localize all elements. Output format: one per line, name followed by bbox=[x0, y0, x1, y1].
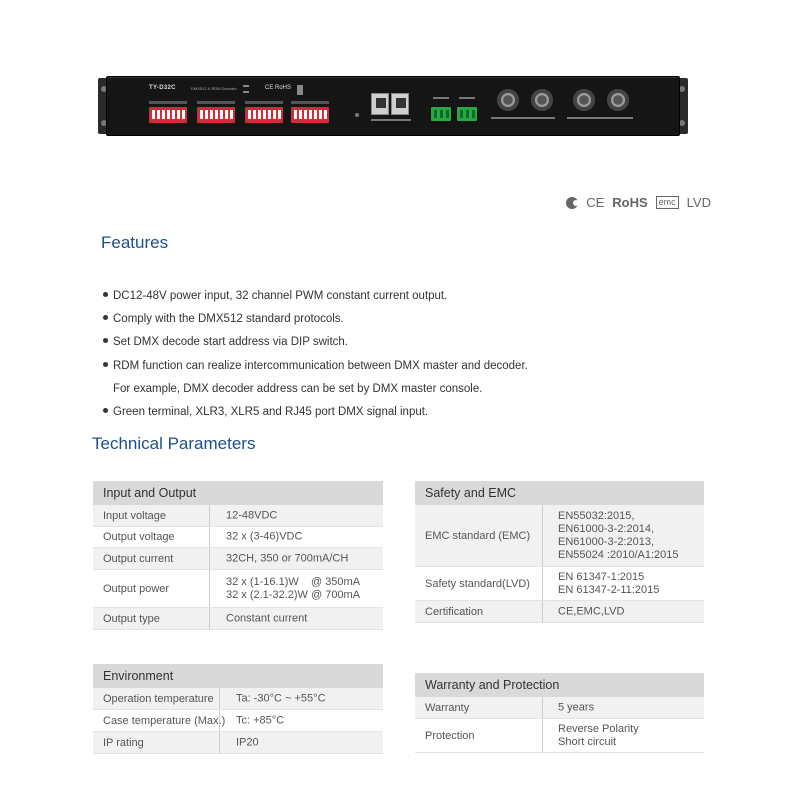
table-row: Case temperature (Max.) Tc: +85°C bbox=[93, 710, 383, 732]
feature-item: Comply with the DMX512 standard protocols. bbox=[103, 313, 344, 325]
rohs-mark: RoHS bbox=[612, 195, 648, 210]
table-row: IP rating IP20 bbox=[93, 732, 383, 754]
feature-item-continuation: For example, DMX decoder address can be set by DMX master console. bbox=[113, 383, 483, 395]
bullet-icon bbox=[103, 292, 108, 297]
dip-switch-1 bbox=[149, 107, 187, 123]
device-cert-marks: CE RoHS bbox=[265, 85, 292, 91]
table-row: Output current 32CH, 350 or 700mA/CH bbox=[93, 548, 383, 570]
table-row: Input voltage 12-48VDC bbox=[93, 505, 383, 527]
bullet-icon bbox=[103, 362, 108, 367]
feature-item: Set DMX decode start address via DIP switch. bbox=[103, 336, 348, 348]
ce-mark: CE bbox=[586, 195, 605, 210]
warranty-protection-table bbox=[415, 673, 704, 753]
table-row: EMC standard (EMC) EN55032:2015, EN61000-3-2:2014, EN61000-3-2:2013, EN55024 :2010/A1:2015 bbox=[415, 505, 704, 567]
table-row: Operation temperature Ta: -30°C ~ +55°C bbox=[93, 688, 383, 710]
rj45-port-out bbox=[391, 93, 409, 115]
xlr3-port-in bbox=[497, 89, 519, 111]
xlr5-port-in bbox=[573, 89, 595, 111]
table-header: Warranty and Protection bbox=[415, 673, 704, 697]
decoder-device-image bbox=[98, 74, 688, 138]
emc-mark: emc bbox=[656, 196, 679, 209]
table-row: Protection Reverse Polarity Short circuit bbox=[415, 719, 704, 753]
table-row: Certification CE,EMC,LVD bbox=[415, 601, 704, 623]
dip-switch-2 bbox=[197, 107, 235, 123]
table-row: Output voltage 32 x (3-46)VDC bbox=[93, 527, 383, 548]
table-header: Safety and EMC bbox=[415, 481, 704, 505]
device-model-label: TY-D32C bbox=[149, 85, 176, 91]
front-panel bbox=[106, 76, 680, 136]
table-row: Output power 32 x (1-16.1)W @ 350mA 32 x (2.1-32.2)W @ 700mA bbox=[93, 570, 383, 608]
xlr3-port-out bbox=[531, 89, 553, 111]
feature-item: DC12-48V power input, 32 channel PWM constant current output. bbox=[103, 290, 447, 302]
table-header: Input and Output bbox=[93, 481, 383, 505]
green-terminal-in bbox=[431, 107, 451, 121]
bullet-icon bbox=[103, 315, 108, 320]
table-row: Safety standard(LVD) EN 61347-1:2015 EN 61347-2-11:2015 bbox=[415, 567, 704, 601]
technical-parameters-heading: Technical Parameters bbox=[92, 434, 256, 453]
environment-table bbox=[93, 664, 383, 754]
rj45-port-in bbox=[371, 93, 389, 115]
bullet-icon bbox=[103, 408, 108, 413]
table-header: Environment bbox=[93, 664, 383, 688]
input-output-table bbox=[93, 481, 383, 630]
feature-item: RDM function can realize intercommunication between DMX master and decoder. bbox=[103, 360, 528, 372]
device-subtitle: DMX512 & RDM Decoder bbox=[191, 86, 237, 91]
certification-marks bbox=[566, 195, 711, 210]
xlr5-port-out bbox=[607, 89, 629, 111]
power-led bbox=[355, 113, 359, 117]
bullet-icon bbox=[103, 338, 108, 343]
features-heading: Features bbox=[101, 233, 169, 252]
feature-item: Green terminal, XLR3, XLR5 and RJ45 port DMX signal input. bbox=[103, 406, 428, 418]
dip-switch-4 bbox=[291, 107, 329, 123]
table-row: Warranty 5 years bbox=[415, 697, 704, 719]
table-row: Output type Constant current bbox=[93, 608, 383, 630]
safety-emc-table bbox=[415, 481, 704, 623]
lvd-mark: LVD bbox=[686, 195, 711, 210]
c-mark-icon bbox=[566, 197, 578, 209]
green-terminal-out bbox=[457, 107, 477, 121]
dip-switch-3 bbox=[245, 107, 283, 123]
